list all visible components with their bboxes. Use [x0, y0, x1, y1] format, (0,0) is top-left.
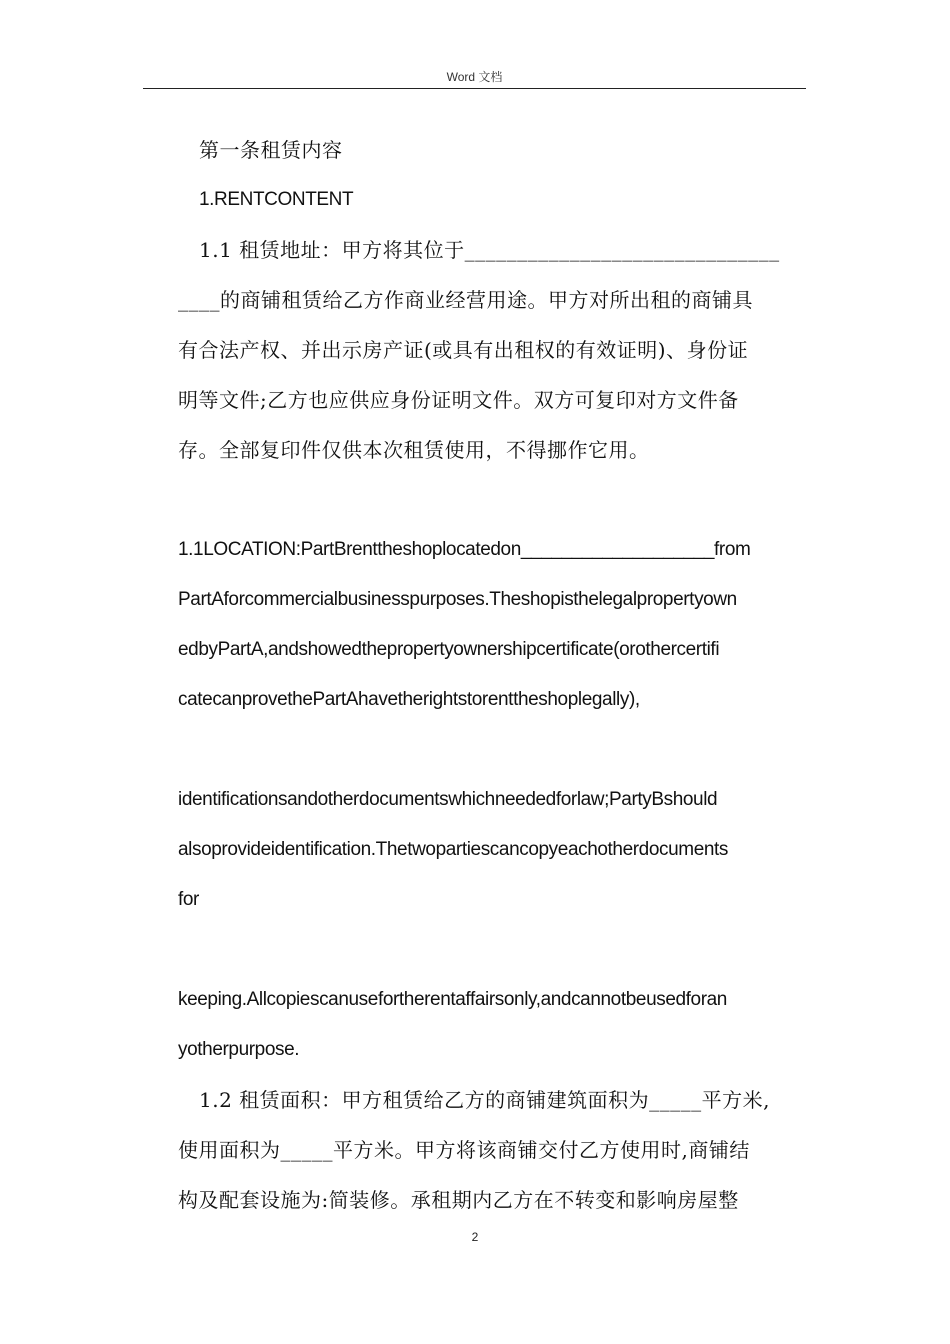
header-title: Word 文档: [446, 70, 503, 84]
clause-1-1-line: 明等文件;乙方也应供应身份证明文件。双方可复印对方文件备: [178, 388, 739, 412]
clause-1-1-line: 1.1 租赁地址：甲方将其位于______________________________: [199, 238, 780, 262]
paragraph-gap: [178, 475, 808, 525]
section-title: 第一条租赁内容: [199, 138, 343, 162]
clause-1-2-line: 使用面积为_____平方米。甲方将该商铺交付乙方使用时,商铺结: [178, 1138, 750, 1162]
page-number: 2: [471, 1230, 479, 1244]
paragraph-gap: [178, 725, 808, 775]
clause-1-1-en-line: keeping.Allcopiescanusefortherentaffairsonly,andcannotbeusedforan: [178, 989, 727, 1010]
clause-1-1-en-line: catecanprovethePartAhavetherightstorenttheshoplegally),: [178, 689, 640, 710]
clause-1-1-en-line: yotherpurpose.: [178, 1039, 300, 1060]
clause-1-1-line: 有合法产权、并出示房产证(或具有出租权的有效证明)、身份证: [178, 338, 749, 362]
paragraph-gap: [178, 925, 808, 975]
section-title-en: 1.RENTCONTENT: [199, 189, 354, 210]
clause-1-1-en-line: 1.1LOCATION:PartBrenttheshoplocatedon___________________from: [178, 539, 751, 560]
clause-1-1-en-line: edbyPartA,andshowedthepropertyownershipcertificate(orothercertifi: [178, 639, 720, 660]
clause-1-2-line: 1.2 租赁面积：甲方租赁给乙方的商铺建筑面积为_____平方米,: [199, 1088, 771, 1112]
clause-1-1-en-line: alsoprovideidentification.Thetwopartiescancopyeachotherdocuments: [178, 839, 729, 860]
clause-1-1-en-line: PartAforcommercialbusinesspurposes.Theshopisthelegalpropertyown: [178, 589, 737, 610]
clause-1-1-line: ____的商铺租赁给乙方作商业经营用途。甲方对所出租的商铺具: [178, 288, 753, 312]
clause-1-1-en-line: identificationsandotherdocumentswhichneededforlaw;PartyBshould: [178, 789, 718, 810]
page-header: [143, 66, 806, 89]
clause-1-2-line: 构及配套设施为:简装修。承租期内乙方在不转变和影响房屋整: [178, 1188, 739, 1212]
clause-1-1-en-line: for: [178, 889, 199, 910]
document-body: [178, 125, 808, 1225]
clause-1-1-line: 存。全部复印件仅供本次租赁使用，不得挪作它用。: [178, 438, 650, 462]
